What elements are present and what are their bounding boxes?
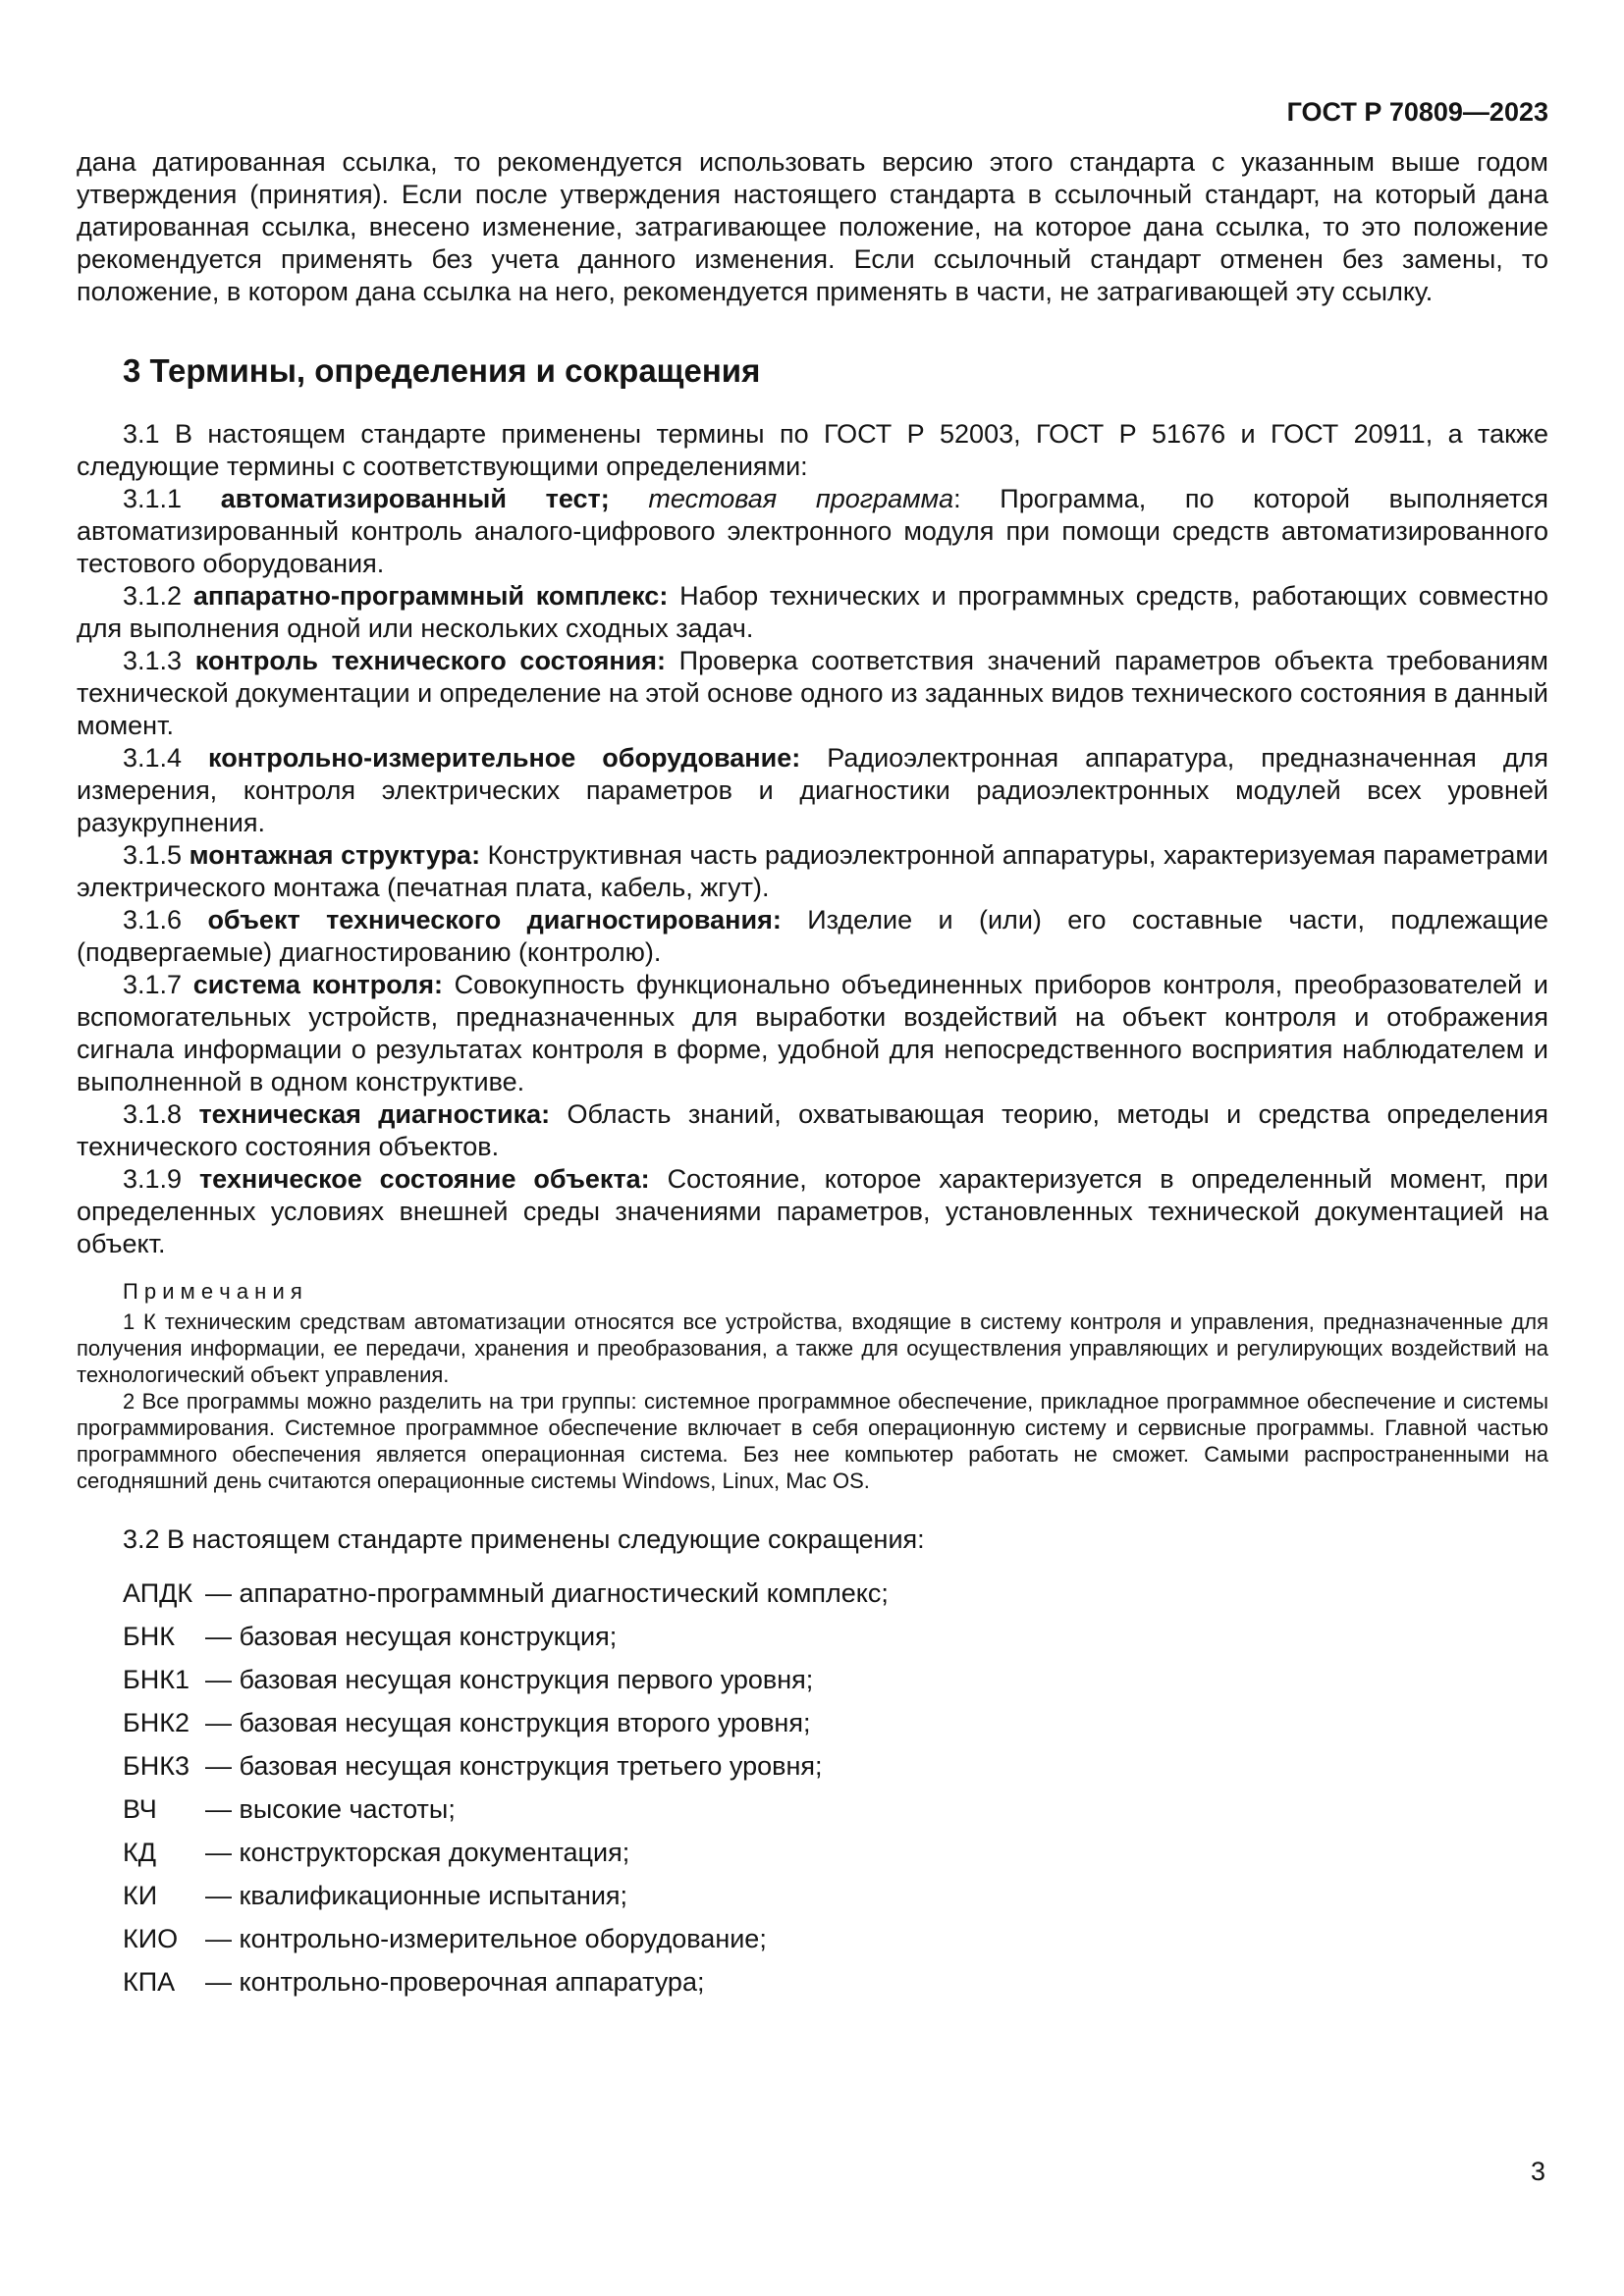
abbreviation-list bbox=[77, 1577, 1548, 1999]
abbreviation-row bbox=[77, 1750, 1548, 1783]
term-alias: тестовая программа bbox=[648, 484, 954, 513]
term-3-1-8 bbox=[77, 1098, 1548, 1163]
abbr-definition: — базовая несущая конструкция третьего уровня; bbox=[205, 1751, 823, 1781]
term-number: 3.1.2 bbox=[123, 581, 193, 611]
term-name: объект технического диагностирования: bbox=[207, 905, 782, 934]
abbr-term: БНК3 bbox=[123, 1751, 189, 1781]
term-name: контроль технического состояния: bbox=[194, 646, 667, 675]
paragraph-3-1: 3.1 В настоящем стандарте применены термины по ГОСТ Р 52003, ГОСТ Р 51676 и ГОСТ 20911, а также следующие термины с соответствующими определениями: bbox=[77, 419, 1548, 481]
abbr-term: КПА bbox=[123, 1967, 176, 1997]
term-name: техническая диагностика: bbox=[198, 1099, 551, 1129]
abbr-definition: — высокие частоты; bbox=[205, 1794, 456, 1824]
term-name: техническое состояние объекта: bbox=[198, 1164, 650, 1194]
abbr-term: ВЧ bbox=[123, 1794, 157, 1824]
abbr-definition: — квалификационные испытания; bbox=[205, 1881, 628, 1910]
term-number: 3.1.9 bbox=[123, 1164, 199, 1194]
abbr-term: БНК2 bbox=[123, 1708, 189, 1737]
abbr-term: БНК1 bbox=[123, 1665, 189, 1694]
abbr-definition: — контрольно-проверочная аппаратура; bbox=[205, 1967, 705, 1997]
term-number: 3.1.5 bbox=[123, 840, 189, 870]
abbr-term: АПДК bbox=[123, 1578, 193, 1608]
abbr-definition: — базовая несущая конструкция; bbox=[205, 1622, 618, 1651]
term-3-1-1 bbox=[77, 483, 1548, 580]
abbr-term: БНК bbox=[123, 1622, 175, 1651]
term-number: 3.1.7 bbox=[123, 970, 193, 999]
abbreviation-row bbox=[77, 1923, 1548, 1955]
term-3-1-2 bbox=[77, 580, 1548, 645]
term-definition: Состояние, которое характеризуется в определенный момент, при определенных условиях внешней среды значениями параметров, установленных технической документацией на объект. bbox=[77, 1164, 1548, 1258]
term-3-1-4 bbox=[77, 742, 1548, 839]
abbreviation-row bbox=[77, 1837, 1548, 1869]
term-name: монтажная структура: bbox=[189, 840, 481, 870]
term-number: 3.1.1 bbox=[123, 484, 221, 513]
abbreviation-row bbox=[77, 1966, 1548, 1999]
document-code-header: ГОСТ Р 70809—2023 bbox=[1286, 97, 1548, 127]
abbreviation-row bbox=[77, 1707, 1548, 1739]
notes-title: П р и м е ч а н и я bbox=[123, 1279, 302, 1304]
term-number: 3.1.3 bbox=[123, 646, 195, 675]
term-definition: Радиоэлектронная аппаратура, предназначенная для измерения, контроля электрических параметров и диагностики радиоэлектронных модулей всех уровней разукрупнения. bbox=[77, 743, 1548, 837]
abbr-definition: — базовая несущая конструкция первого уровня; bbox=[205, 1665, 814, 1694]
abbr-definition: — контрольно-измерительное оборудование; bbox=[205, 1924, 767, 1953]
term-3-1-3 bbox=[77, 645, 1548, 742]
abbreviation-row bbox=[77, 1793, 1548, 1826]
term-definition: : Программа, по которой выполняется автоматизированный контроль аналого-цифрового электронного модуля при помощи средств автоматизированного тестового оборудования. bbox=[77, 484, 1548, 578]
note-item-2: 2 Все программы можно разделить на три группы: системное программное обеспечение, прикладное программное обеспечение и системы программирования. Системное программное обеспечение включает в себя операционную систему и сервисные программы. Главной частью программного обеспечения является операционная система. Без нее компьютер работать не сможет. Самыми распространенными на сегодняшний день считаются операционные системы Windows, Linux, Mac OS. bbox=[77, 1389, 1548, 1493]
abbr-definition: — конструкторская документация; bbox=[205, 1838, 630, 1867]
abbr-definition: — базовая несущая конструкция второго уровня; bbox=[205, 1708, 811, 1737]
term-3-1-7 bbox=[77, 969, 1548, 1098]
abbr-definition: — аппаратно-программный диагностический комплекс; bbox=[205, 1578, 889, 1608]
abbreviation-row bbox=[77, 1880, 1548, 1912]
term-name: система контроля: bbox=[192, 970, 443, 999]
term-number: 3.1.4 bbox=[123, 743, 209, 773]
term-definition: Изделие и (или) его составные части, подлежащие (подвергаемые) диагностированию (контролю). bbox=[77, 905, 1548, 967]
term-name: автоматизированный тест; bbox=[220, 484, 649, 513]
term-3-1-9 bbox=[77, 1163, 1548, 1260]
notes-block bbox=[77, 1278, 1548, 1494]
term-number: 3.1.6 bbox=[123, 905, 208, 934]
paragraph-3-2: 3.2 В настоящем стандарте применены следующие сокращения: bbox=[123, 1524, 925, 1554]
section-heading: 3 Термины, определения и сокращения bbox=[123, 352, 761, 389]
abbreviation-row bbox=[77, 1621, 1548, 1653]
page-content bbox=[77, 96, 1548, 2009]
term-number: 3.1.8 bbox=[123, 1099, 199, 1129]
term-3-1-6 bbox=[77, 904, 1548, 969]
abbreviation-row bbox=[77, 1664, 1548, 1696]
term-name: контрольно-измерительное оборудование: bbox=[208, 743, 801, 773]
intro-paragraph: дана датированная ссылка, то рекомендуется использовать версию этого стандарта с указанным выше годом утверждения (принятия). Если после утверждения настоящего стандарта в ссылочный стандарт, на который дана датированная ссылка, внесено изменение, затрагивающее положение, на которое дана ссылка, то это положение рекомендуется применять без учета данного изменения. Если ссылочный стандарт отменен без замены, то положение, в котором дана ссылка на него, рекомендуется применять в части, не затрагивающей эту ссылку. bbox=[77, 147, 1548, 306]
abbreviation-row bbox=[77, 1577, 1548, 1610]
abbr-term: КИ bbox=[123, 1881, 158, 1910]
term-definition: Проверка соответствия значений параметров объекта требованиям технической документации и определение на этой основе одного из заданных видов технического состояния в данный момент. bbox=[77, 646, 1548, 740]
term-3-1-5 bbox=[77, 839, 1548, 904]
term-definition: Совокупность функционально объединенных приборов контроля, преобразователей и вспомогательных устройств, предназначенных для выработки воздействий на объект контроля и отображения сигнала информации о результатах контроля в форме, удобной для непосредственного восприятия наблюдателем и выполненной в одном конструктиве. bbox=[77, 970, 1548, 1096]
page-number: 3 bbox=[1530, 2157, 1545, 2186]
term-name: аппаратно-программный комплекс: bbox=[192, 581, 669, 611]
abbr-term: КИО bbox=[123, 1924, 179, 1953]
term-definition: Конструктивная часть радиоэлектронной аппаратуры, характеризуемая параметрами электрического монтажа (печатная плата, кабель, жгут). bbox=[77, 840, 1548, 902]
term-definition: Набор технических и программных средств, работающих совместно для выполнения одной или нескольких сходных задач. bbox=[77, 581, 1548, 643]
term-definition: Область знаний, охватывающая теорию, методы и средства определения технического состояния объектов. bbox=[77, 1099, 1548, 1161]
note-item-1: 1 К техническим средствам автоматизации относятся все устройства, входящие в систему контроля и управления, предназначенные для получения информации, ее передачи, хранения и преобразования, а также для осуществления управляющих и регулирующих воздействий на технологический объект управления. bbox=[77, 1309, 1548, 1387]
abbr-term: КД bbox=[123, 1838, 157, 1867]
